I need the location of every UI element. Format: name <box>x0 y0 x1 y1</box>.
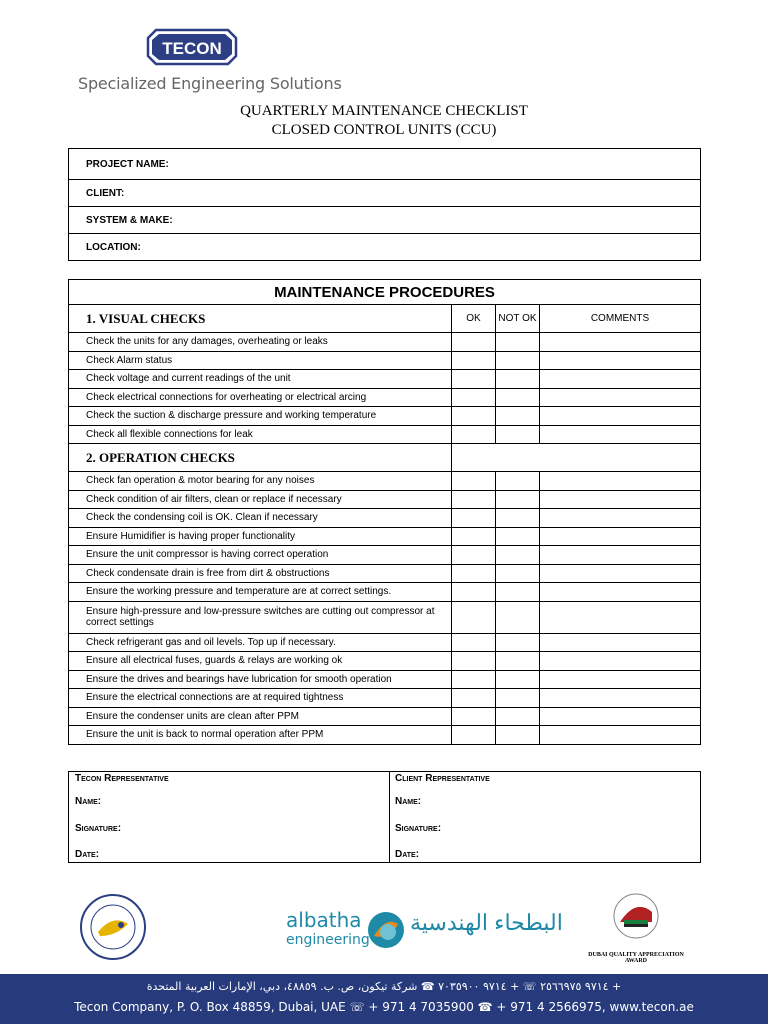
checklist-row <box>69 407 701 426</box>
ok-cell[interactable] <box>452 707 496 726</box>
ok-cell[interactable] <box>452 333 496 352</box>
ok-cell[interactable] <box>452 601 496 633</box>
not-ok-cell[interactable] <box>496 652 540 671</box>
not-ok-cell[interactable] <box>496 425 540 444</box>
client-name-field[interactable]: Name: <box>395 796 422 807</box>
check-item-label: Ensure all electrical fuses, guards & relays are working ok <box>69 652 452 671</box>
section-blank <box>452 444 701 472</box>
check-item-label: Check the suction & discharge pressure and working temperature <box>69 407 452 426</box>
not-ok-cell[interactable] <box>496 564 540 583</box>
checklist-row <box>69 707 701 726</box>
albatha-name: albatha <box>286 908 362 932</box>
comments-cell[interactable] <box>540 407 701 426</box>
check-item-label: Ensure the unit is back to normal operation after PPM <box>69 726 452 745</box>
check-item-label: Check voltage and current readings of the unit <box>69 370 452 389</box>
ok-cell[interactable] <box>452 351 496 370</box>
checklist-row <box>69 388 701 407</box>
comments-cell[interactable] <box>540 388 701 407</box>
footer-address-english: Tecon Company, P. O. Box 48859, Dubai, UAE ☏ + 971 4 7035900 ☎ + 971 4 2566975, www.tecon.ae <box>74 1000 694 1014</box>
section-visual-checks: 1. VISUAL CHECKS <box>69 305 452 333</box>
comments-cell[interactable] <box>540 707 701 726</box>
albatha-arabic: البطحاء الهندسية <box>410 910 563 935</box>
quality-award-logo <box>580 882 692 964</box>
ok-cell[interactable] <box>452 472 496 491</box>
not-ok-cell[interactable] <box>496 509 540 528</box>
checklist-row <box>69 601 701 633</box>
check-item-label: Ensure the working pressure and temperature are at correct settings. <box>69 583 452 602</box>
not-ok-cell[interactable] <box>496 370 540 389</box>
col-ok: OK <box>452 305 496 333</box>
checklist-row <box>69 509 701 528</box>
albatha-logo <box>286 908 563 948</box>
tecon-signoff <box>69 772 390 862</box>
checklist-row <box>69 583 701 602</box>
not-ok-cell[interactable] <box>496 388 540 407</box>
comments-cell[interactable] <box>540 564 701 583</box>
tecon-signature-field[interactable]: Signature: <box>75 823 122 834</box>
check-item-label: Check condition of air filters, clean or replace if necessary <box>69 490 452 509</box>
check-item-label: Ensure Humidifier is having proper functionality <box>69 527 452 546</box>
comments-cell[interactable] <box>540 689 701 708</box>
tecon-logo <box>146 28 238 66</box>
not-ok-cell[interactable] <box>496 633 540 652</box>
comments-cell[interactable] <box>540 490 701 509</box>
ok-cell[interactable] <box>452 425 496 444</box>
not-ok-cell[interactable] <box>496 351 540 370</box>
comments-cell[interactable] <box>540 527 701 546</box>
comments-cell[interactable] <box>540 652 701 671</box>
not-ok-cell[interactable] <box>496 583 540 602</box>
not-ok-cell[interactable] <box>496 689 540 708</box>
not-ok-cell[interactable] <box>496 472 540 491</box>
footer-address-arabic: + ٩٧١٤ ٢٥٦٦٩٧٥ ☏ + ٩٧١٤ ٧٠٣٥٩٠٠ ☎ شركة تيكون، ص. ب. ٤٨٨٥٩، دبي، الإمارات العربية المتحدة <box>146 980 622 993</box>
client-signoff <box>389 772 700 862</box>
client-date-field[interactable]: Date: <box>395 849 420 860</box>
procedures-table <box>68 279 701 745</box>
section-operation-checks: 2. OPERATION CHECKS <box>69 444 452 472</box>
not-ok-cell[interactable] <box>496 527 540 546</box>
not-ok-cell[interactable] <box>496 707 540 726</box>
not-ok-cell[interactable] <box>496 546 540 565</box>
check-item-label: Check the units for any damages, overheating or leaks <box>69 333 452 352</box>
ok-cell[interactable] <box>452 388 496 407</box>
comments-cell[interactable] <box>540 633 701 652</box>
ok-cell[interactable] <box>452 370 496 389</box>
checklist-row <box>69 490 701 509</box>
check-item-label: Ensure the drives and bearings have lubrication for smooth operation <box>69 670 452 689</box>
comments-cell[interactable] <box>540 472 701 491</box>
check-item-label: Check Alarm status <box>69 351 452 370</box>
checklist-row <box>69 370 701 389</box>
ok-cell[interactable] <box>452 509 496 528</box>
ok-cell[interactable] <box>452 726 496 745</box>
albatha-emblem-icon <box>366 910 406 950</box>
checklist-row <box>69 726 701 745</box>
location-field[interactable]: LOCATION: <box>69 234 701 261</box>
ok-cell[interactable] <box>452 546 496 565</box>
footer-bar <box>0 974 768 1024</box>
check-item-label: Ensure high-pressure and low-pressure switches are cutting out compressor at correct settings <box>69 601 452 633</box>
comments-cell[interactable] <box>540 583 701 602</box>
checklist-row <box>69 425 701 444</box>
ok-cell[interactable] <box>452 652 496 671</box>
albatha-sub: engineering <box>286 932 370 948</box>
client-signature-field[interactable]: Signature: <box>395 823 442 834</box>
comments-cell[interactable] <box>540 370 701 389</box>
comments-cell[interactable] <box>540 601 701 633</box>
not-ok-cell[interactable] <box>496 333 540 352</box>
operation-checks-body <box>69 472 701 745</box>
comments-cell[interactable] <box>540 546 701 565</box>
ok-cell[interactable] <box>452 633 496 652</box>
checklist-row <box>69 564 701 583</box>
checklist-row <box>69 333 701 352</box>
visual-checks-body <box>69 333 701 444</box>
comments-cell[interactable] <box>540 670 701 689</box>
check-item-label: Check the condensing coil is OK. Clean if necessary <box>69 509 452 528</box>
ok-cell[interactable] <box>452 490 496 509</box>
check-item-label: Check refrigerant gas and oil levels. Top up if necessary. <box>69 633 452 652</box>
not-ok-cell[interactable] <box>496 490 540 509</box>
checklist-row <box>69 527 701 546</box>
award-emblem-icon <box>580 882 692 950</box>
tecon-name-field[interactable]: Name: <box>75 796 102 807</box>
check-item-label: Ensure the condenser units are clean after PPM <box>69 707 452 726</box>
checklist-row <box>69 633 701 652</box>
doc-subtitle: CLOSED CONTROL UNITS (CCU) <box>271 122 497 138</box>
checklist-row <box>69 546 701 565</box>
comments-cell[interactable] <box>540 333 701 352</box>
ok-cell[interactable] <box>452 527 496 546</box>
doc-title: QUARTERLY MAINTENANCE CHECKLIST <box>240 103 528 119</box>
tagline: Specialized Engineering Solutions <box>78 74 342 93</box>
check-item-label: Check fan operation & motor bearing for any noises <box>69 472 452 491</box>
procedures-heading: MAINTENANCE PROCEDURES <box>69 280 701 305</box>
ok-cell[interactable] <box>452 583 496 602</box>
check-item-label: Check electrical connections for overheating or electrical arcing <box>69 388 452 407</box>
award-caption: DUBAI QUALITY APPRECIATION AWARD <box>588 952 684 964</box>
checklist-row <box>69 689 701 708</box>
col-comments: COMMENTS <box>540 305 701 333</box>
ok-cell[interactable] <box>452 670 496 689</box>
check-item-label: Check all flexible connections for leak <box>69 425 452 444</box>
checklist-row <box>69 472 701 491</box>
comments-cell[interactable] <box>540 425 701 444</box>
tecon-date-field[interactable]: Date: <box>75 849 100 860</box>
col-not-ok: NOT OK <box>496 305 540 333</box>
not-ok-cell[interactable] <box>496 670 540 689</box>
not-ok-cell[interactable] <box>496 726 540 745</box>
client-rep-label: Client Representative <box>395 773 490 784</box>
not-ok-cell[interactable] <box>496 601 540 633</box>
system-make-field[interactable]: SYSTEM & MAKE: <box>69 207 701 234</box>
project-info-table <box>68 148 701 261</box>
excellence-award-badge <box>78 892 148 962</box>
ok-cell[interactable] <box>452 564 496 583</box>
tecon-rep-label: Tecon Representative <box>75 773 169 784</box>
check-item-label: Ensure the unit compressor is having correct operation <box>69 546 452 565</box>
checklist-row <box>69 652 701 671</box>
comments-cell[interactable] <box>540 351 701 370</box>
ok-cell[interactable] <box>452 407 496 426</box>
client-field[interactable]: CLIENT: <box>69 180 701 207</box>
ok-cell[interactable] <box>452 689 496 708</box>
comments-cell[interactable] <box>540 726 701 745</box>
project-name-field[interactable]: PROJECT NAME: <box>69 149 701 180</box>
checklist-row <box>69 351 701 370</box>
signoff-block <box>68 771 701 863</box>
logo-text: TECON <box>162 39 222 58</box>
comments-cell[interactable] <box>540 509 701 528</box>
not-ok-cell[interactable] <box>496 407 540 426</box>
check-item-label: Check condensate drain is free from dirt & obstructions <box>69 564 452 583</box>
check-item-label: Ensure the electrical connections are at required tightness <box>69 689 452 708</box>
checklist-row <box>69 670 701 689</box>
